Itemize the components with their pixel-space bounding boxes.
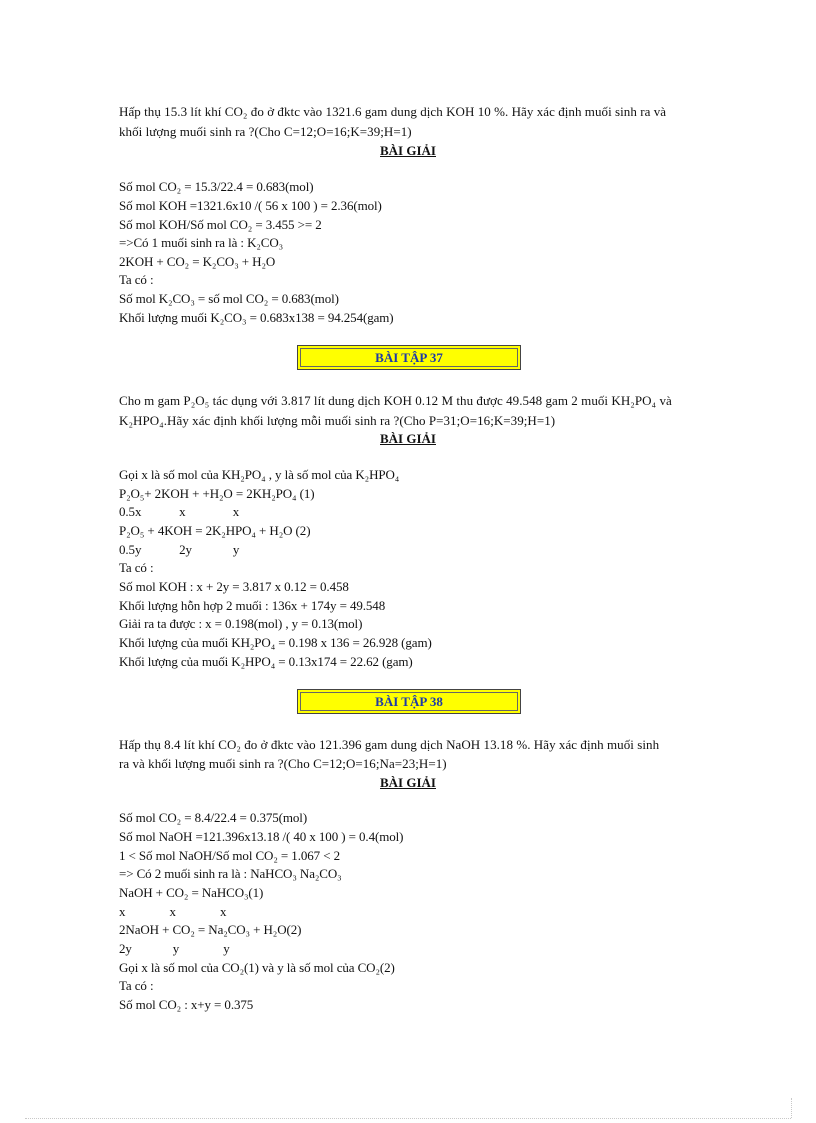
solution-line: Gọi x là số mol của CO₂(1) và y là số mol của CO₂(2) — [119, 960, 395, 975]
solution-line: Gọi x là số mol của KH₂PO₄ , y là số mol của K₂HPO₄ — [119, 467, 400, 482]
solution-line: 0.5y 2y y — [119, 542, 240, 557]
problem-text: ra và khối lượng muối sinh ra ?(Cho C=12;O=16;Na=23;H=1) — [119, 756, 447, 771]
solution-line: Khối lượng hỗn hợp 2 muối : 136x + 174y = 49.548 — [119, 598, 386, 613]
solution-line: P₂O₅ + 4KOH = 2K₂HPO₄ + H₂O (2) — [119, 523, 311, 538]
solution-line: Ta có : — [119, 978, 154, 993]
solution-line: 0.5x x x — [119, 504, 240, 519]
solution-line: Số mol KOH =1321.6x10 /( 56 x 100 ) = 2.36(mol) — [119, 198, 382, 213]
problem-text: Cho m gam P₂O₅ tác dụng với 3.817 lít dung dịch KOH 0.12 M thu được 49.548 gam 2 muối KH₂PO₄ và — [119, 393, 672, 408]
solution-line: 2NaOH + CO₂ = Na₂CO₃ + H₂O(2) — [119, 922, 302, 937]
solution-line: NaOH + CO₂ = NaHCO₃(1) — [119, 885, 264, 900]
solution-line: Số mol CO₂ = 15.3/22.4 = 0.683(mol) — [119, 179, 314, 194]
solution-line: Số mol KOH : x + 2y = 3.817 x 0.12 = 0.458 — [119, 579, 349, 594]
problem-text: khối lượng muối sinh ra ?(Cho C=12;O=16;K=39;H=1) — [119, 124, 412, 139]
solution-line: Số mol CO₂ : x+y = 0.375 — [119, 997, 254, 1012]
solution-heading: BÀI GIẢI — [380, 775, 436, 790]
exercise-title: BÀI TẬP 37 — [375, 349, 443, 365]
solution-line: Số mol NaOH =121.396x13.18 /( 40 x 100 ) = 0.4(mol) — [119, 829, 404, 844]
problem-text: Hấp thụ 8.4 lít khí CO₂ đo ở đktc vào 121.396 gam dung dịch NaOH 13.18 %. Hãy xác định muối sinh — [119, 737, 660, 752]
problem-text: K₂HPO₄.Hãy xác định khối lượng mỗi muối sinh ra ?(Cho P=31;O=16;K=39;H=1) — [119, 413, 556, 428]
solution-line: Khối lượng của muối KH₂PO₄ = 0.198 x 136 = 26.928 (gam) — [119, 635, 432, 650]
solution-line: P₂O₅+ 2KOH + +H₂O = 2KH₂PO₄ (1) — [119, 486, 315, 501]
solution-line: Số mol CO₂ = 8.4/22.4 = 0.375(mol) — [119, 810, 308, 825]
exercise-title-box — [297, 345, 521, 370]
solution-line: Khối lượng của muối K₂HPO₄ = 0.13x174 = 22.62 (gam) — [119, 654, 413, 669]
solution-line: Giải ra ta được : x = 0.198(mol) , y = 0.13(mol) — [119, 616, 363, 631]
solution-line: 2KOH + CO₂ = K₂CO₃ + H₂O — [119, 254, 276, 269]
solution-heading: BÀI GIẢI — [380, 143, 436, 158]
solution-line: x x x — [119, 904, 227, 919]
solution-line: 2y y y — [119, 941, 230, 956]
solution-heading: BÀI GIẢI — [380, 431, 436, 446]
solution-line: =>Có 1 muối sinh ra là : K₂CO₃ — [119, 235, 284, 250]
problem-text: Hấp thụ 15.3 lít khí CO₂ đo ở đktc vào 1321.6 gam dung dịch KOH 10 %. Hãy xác định muối sinh ra và — [119, 104, 667, 119]
solution-line: Ta có : — [119, 272, 154, 287]
page-border-right — [791, 1098, 792, 1118]
solution-line: Ta có : — [119, 560, 154, 575]
exercise-title: BÀI TẬP 38 — [375, 693, 443, 709]
page-border-bottom — [25, 1118, 791, 1119]
exercise-title-box — [297, 689, 521, 714]
solution-line: Số mol KOH/Số mol CO₂ = 3.455 >= 2 — [119, 217, 322, 232]
solution-line: Số mol K₂CO₃ = số mol CO₂ = 0.683(mol) — [119, 291, 339, 306]
solution-line: Khối lượng muối K₂CO₃ = 0.683x138 = 94.254(gam) — [119, 310, 394, 325]
solution-line: => Có 2 muối sinh ra là : NaHCO₃ Na₂CO₃ — [119, 866, 342, 881]
solution-line: 1 < Số mol NaOH/Số mol CO₂ = 1.067 < 2 — [119, 848, 340, 863]
